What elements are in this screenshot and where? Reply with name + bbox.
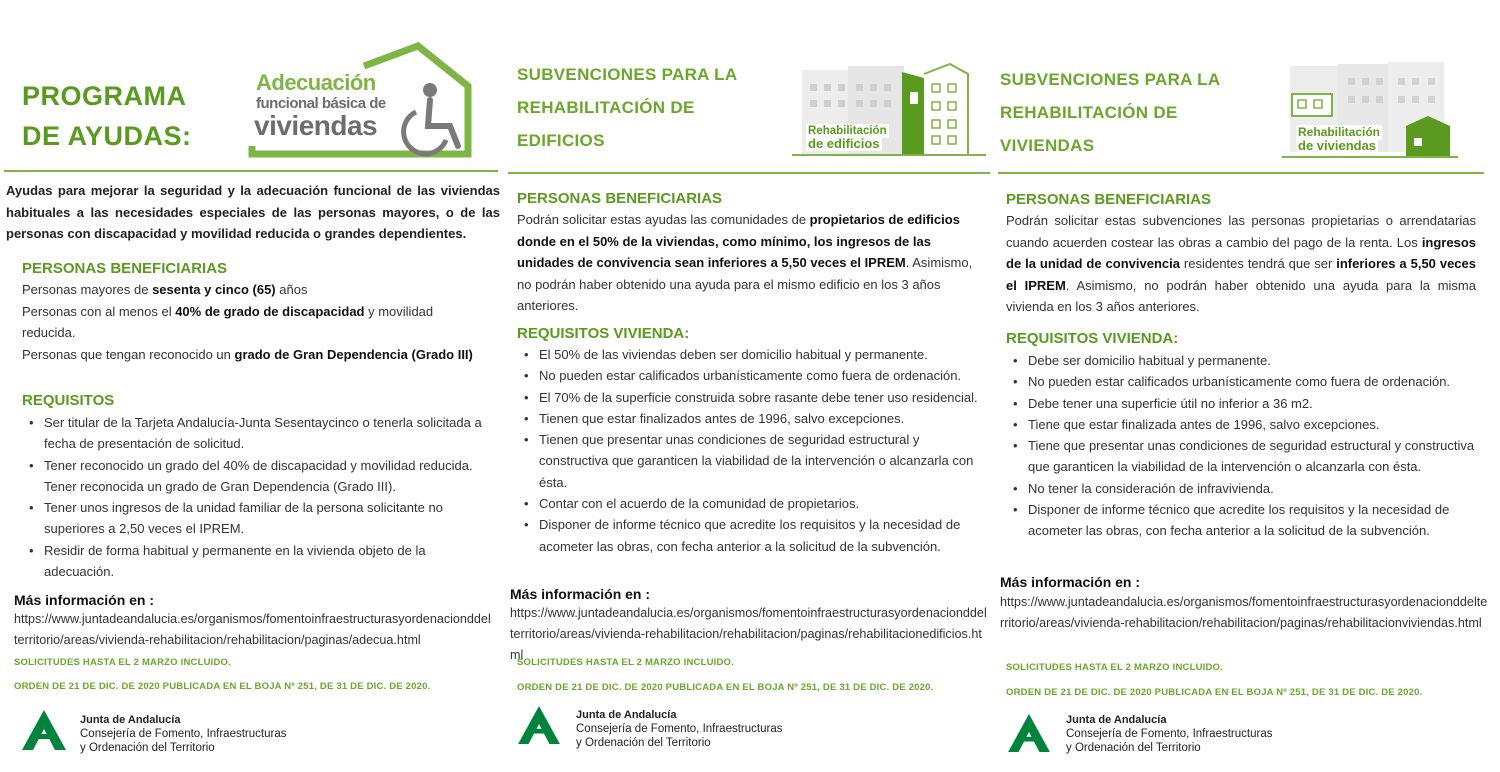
requisitos-list (517, 344, 987, 557)
list-item: • El 50% de las viviendas deben ser domicilio habitual y permanente. (517, 344, 987, 365)
program-title-line3: EDIFICIOS (517, 131, 605, 150)
logo-text-funcional: funcional básica de (256, 95, 386, 112)
beneficiarios-list (22, 279, 482, 365)
junta-andalucia-text (1066, 713, 1272, 755)
dept-line1: Consejería de Fomento, Infraestructuras (1066, 728, 1273, 740)
dept-line2: y Ordenación del Territorio (80, 742, 215, 754)
org-name: Junta de Andalucía (80, 714, 181, 726)
more-info-heading: Más información en : (1000, 574, 1141, 590)
list-item: • No pueden estar calificados urbanísticamente como fuera de ordenación. (517, 365, 987, 386)
more-info-link[interactable]: https://www.juntadeandalucia.es/organismos/fomentoinfraestructurasyordenacionddelterritorio/areas/vivienda-rehabilitacion/rehabilitacion/paginas/adecua.html (14, 612, 491, 647)
adecuacion-logo (246, 42, 476, 160)
junta-andalucia-logo-icon (22, 710, 66, 750)
rehab-viviendas-logo (1282, 60, 1458, 160)
column-adecuacion (0, 0, 500, 772)
logo-text-viviendas: de viviendas (1298, 138, 1377, 153)
requisitos-heading: REQUISITOS VIVIENDA: (1006, 330, 1179, 347)
column-rehabilitacion-viviendas (998, 0, 1494, 772)
program-title-line2: REHABILITACIÓN DE (517, 98, 695, 117)
list-item: • Tener unos ingresos de la unidad familiar de la persona solicitante no superiores a 2,50 veces el IPREM. (22, 497, 492, 540)
logo-text-rehabilitacion: Rehabilitación (808, 125, 887, 137)
header-divider (508, 172, 990, 174)
junta-andalucia-logo-icon (518, 706, 560, 744)
list-item: • Contar con el acuerdo de la comunidad de propietarios. (517, 493, 987, 514)
list-item: • El 70% de la superficie construida sobre rasante debe tener uso residencial. (517, 387, 987, 408)
beneficiario-item: Personas mayores de sesenta y cinco (65) años (22, 282, 308, 297)
list-item: • Disponer de informe técnico que acredite los requisitos y la necesidad de acometer las obras, con fecha anterior a la solicitud de la subvención. (517, 514, 987, 557)
intro-text: Ayudas para mejorar la seguridad y la adecuación funcional de las viviendas habituales a las necesidades especiales de las personas mayores, o de las personas con discapacidad y movilidad reducida o grandes dependientes. (6, 183, 500, 241)
column-rehabilitacion-edificios (508, 0, 992, 772)
list-item: • Tiene que estar finalizada antes de 1996, salvo excepciones. (1006, 414, 1482, 435)
list-item: • Tener reconocido un grado del 40% de discapacidad y movilidad reducida. Tener reconocida un grado de Gran Dependencia (Grado III). (22, 455, 492, 498)
list-item: • No tener la consideración de infravivienda. (1006, 478, 1482, 499)
deadline-note: SOLICITUDES HASTA EL 2 MARZO INCLUIDO. (1006, 662, 1223, 673)
beneficiarios-heading: PERSONAS BENEFICIARIAS (22, 260, 228, 277)
requisitos-heading: REQUISITOS VIVIENDA: (517, 325, 690, 342)
more-info-heading: Más información en : (14, 592, 155, 608)
order-note: ORDEN DE 21 DE DIC. DE 2020 PUBLICADA EN EL BOJA Nº 251, DE 31 DE DIC. DE 2020. (1006, 687, 1423, 698)
junta-andalucia-text (80, 713, 286, 755)
program-title-line1: SUBVENCIONES PARA LA (1000, 70, 1221, 89)
program-title-line1: SUBVENCIONES PARA LA (517, 65, 738, 84)
requisitos-list (1006, 350, 1482, 542)
junta-andalucia-logo-icon (1008, 714, 1050, 752)
requisitos-list (22, 412, 492, 582)
header-divider (998, 172, 1484, 174)
program-title-line1: PROGRAMA (22, 81, 187, 111)
more-info-link[interactable]: https://www.juntadeandalucia.es/organismos/fomentoinfraestructurasyordenacionddelterritorio/areas/vivienda-rehabilitacion/rehabilitacion/paginas/rehabilitacionviviendas.html (1000, 595, 1488, 630)
requisitos-heading: REQUISITOS (22, 392, 115, 409)
beneficiarios-heading: PERSONAS BENEFICIARIAS (1006, 191, 1212, 208)
header-divider (4, 170, 498, 172)
list-item: • Debe ser domicilio habitual y permanente. (1006, 350, 1482, 371)
more-info-link[interactable]: https://www.juntadeandalucia.es/organismos/fomentoinfraestructurasyordenacionddelterritorio/areas/vivienda-rehabilitacion/rehabilitacion/paginas/rehabilitacionedificios.html (510, 606, 987, 662)
logo-text-adecuacion: Adecuación (256, 70, 376, 95)
deadline-note: SOLICITUDES HASTA EL 2 MARZO INCLUIDO. (14, 657, 231, 668)
list-item: • Debe tener una superficie útil no inferior a 36 m2. (1006, 393, 1482, 414)
logo-text-viviendas: viviendas (254, 110, 378, 141)
dept-line1: Consejería de Fomento, Infraestructuras (80, 728, 287, 740)
beneficiarios-text: Podrán solicitar estas subvenciones las personas propietarias o arrendatarias cuando acuerden costear las obras a cambio del pago de la renta. Los ingresos de la unidad de convivencia residentes tendrá que ser inferiores a 5,50 veces el IPREM. Asimismo, no podrán haber obtenido una ayuda para la misma vivienda en los 3 años anteriores. (1006, 213, 1476, 314)
more-info-heading: Más información en : (510, 586, 651, 602)
junta-andalucia-text (576, 708, 782, 750)
org-name: Junta de Andalucía (1066, 714, 1167, 726)
dept-line2: y Ordenación del Territorio (1066, 742, 1201, 754)
list-item: • Tienen que presentar unas condiciones de seguridad estructural y constructiva que garanticen la viabilidad de la intervención o alcanzarla con ésta. (517, 429, 987, 493)
dept-line1: Consejería de Fomento, Infraestructuras (576, 723, 783, 735)
program-title (22, 76, 192, 156)
beneficiarios-text: Podrán solicitar estas ayudas las comunidades de propietarios de edificios donde en el 50% de la viviendas, como mínimo, los ingresos de las unidades de convivencia sean inferiores a 5,50 veces el IPREM. Asimismo, no podrán haber obtenido una ayuda para el mismo edificio en los 3 años anteriores. (517, 212, 973, 313)
program-title-line2: REHABILITACIÓN DE (1000, 103, 1178, 122)
list-item: • Tienen que estar finalizados antes de 1996, salvo excepciones. (517, 408, 987, 429)
beneficiarios-heading: PERSONAS BENEFICIARIAS (517, 190, 723, 207)
program-title (517, 58, 737, 157)
deadline-note: SOLICITUDES HASTA EL 2 MARZO INCLUIDO. (517, 657, 734, 668)
logo-text-rehabilitacion: Rehabilitación (1298, 125, 1381, 139)
program-title-line3: VIVIENDAS (1000, 136, 1095, 155)
list-item: • Residir de forma habitual y permanente en la vivienda objeto de la adecuación. (22, 540, 492, 583)
org-name: Junta de Andalucía (576, 709, 677, 721)
program-title (1000, 63, 1220, 162)
list-item: • Tiene que presentar unas condiciones de seguridad estructural y constructiva que garanticen la viabilidad de la intervención o alcanzarla con ésta. (1006, 435, 1482, 478)
dept-line2: y Ordenación del Territorio (576, 737, 711, 749)
list-item: • Disponer de informe técnico que acredite los requisitos y la necesidad de acometer las obras, con fecha anterior a la solicitud de la subvención. (1006, 499, 1482, 542)
order-note: ORDEN DE 21 DE DIC. DE 2020 PUBLICADA EN EL BOJA Nº 251, DE 31 DE DIC. DE 2020. (517, 682, 934, 693)
list-item: • No pueden estar calificados urbanísticamente como fuera de ordenación. (1006, 371, 1482, 392)
beneficiario-item: Personas con al menos el 40% de grado de discapacidad y movilidad reducida. (22, 303, 434, 340)
list-item: • Ser titular de la Tarjeta Andalucía-Junta Sesentaycinco o tenerla solicitada a fecha de presentación de solicitud. (22, 412, 492, 455)
program-title-line2: DE AYUDAS: (22, 121, 192, 151)
order-note: ORDEN DE 21 DE DIC. DE 2020 PUBLICADA EN EL BOJA Nº 251, DE 31 DE DIC. DE 2020. (14, 681, 431, 692)
beneficiario-item: Personas que tengan reconocido un grado de Gran Dependencia (Grado III) (22, 346, 473, 362)
logo-text-edificios: de edificios (808, 136, 880, 151)
rehab-edificios-logo (792, 62, 986, 158)
